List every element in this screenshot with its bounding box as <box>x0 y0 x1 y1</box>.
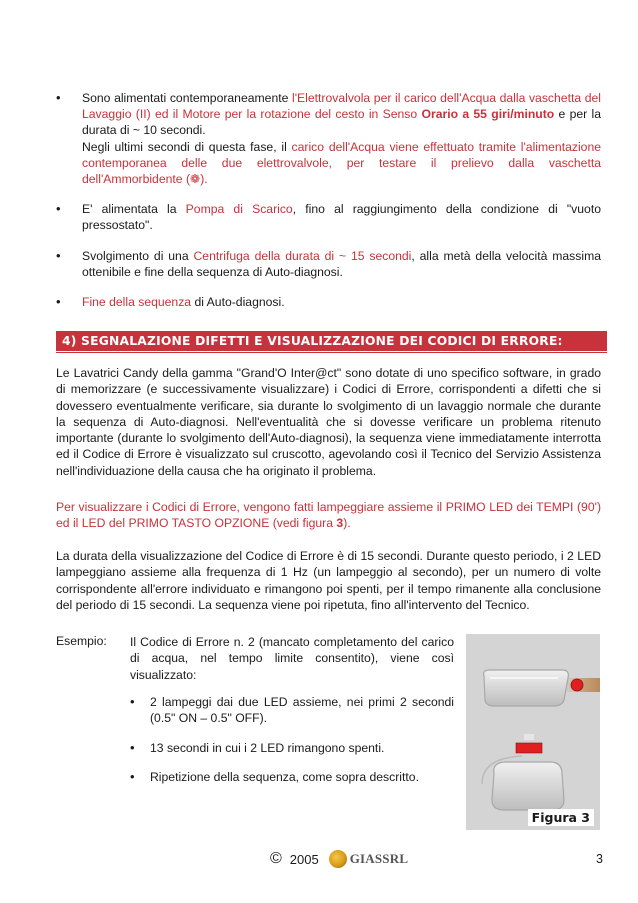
text-segment: carico dell'Acqua viene effettuato tramite l'alimentazione contemporanea delle due elettrovalvole, per testare il prelievo dalla vaschetta dell'Ammorbidente ( <box>82 139 601 187</box>
text-segment: Pompa di Scarico <box>185 202 293 217</box>
bullet-icon: • <box>130 768 135 784</box>
paragraph-instructions <box>56 499 601 532</box>
text-segment: l'Elettrovalvola per il carico dell'Acqua dalla vaschetta del Lavaggio (II) ed il Motore per la rotazione del cesto in Senso <box>82 91 601 122</box>
list-item <box>130 769 454 785</box>
section-underline <box>56 352 607 353</box>
text-segment: , alla metà della velocità massima ottenibile e fine della sequenza di Auto-diagnosi. <box>82 248 601 279</box>
text-segment: Centrifuga della durata di ~ 15 secondi <box>193 248 412 263</box>
instructions-text: Per visualizzare i Codici di Errore, vengono fatti lampeggiare assieme il PRIMO LED dei TEMPI (90') ed il LED del PRIMO TASTO OPZIONE (vedi figura <box>56 500 601 531</box>
list-item-text <box>82 90 601 187</box>
control-panel-illustration <box>466 634 600 830</box>
led-first-time-icon <box>571 679 583 691</box>
instructions-end: ). <box>343 516 351 531</box>
bullet-icon: • <box>56 90 61 105</box>
text-segment: di Auto-diagnosi. <box>191 295 285 310</box>
figure-3-photo <box>466 634 600 830</box>
time-button <box>484 670 569 706</box>
list-item <box>56 90 601 187</box>
list-item-text: Ripetizione della sequenza, come sopra descritto. <box>150 769 419 784</box>
bullet-icon: • <box>56 294 61 310</box>
list-item <box>56 294 601 310</box>
text-segment: ). <box>200 172 208 187</box>
text-segment: ❁ <box>190 172 201 187</box>
list-item <box>56 248 601 280</box>
figure-caption: Figura 3 <box>528 809 594 826</box>
figure-ref-number: 3 <box>336 516 344 531</box>
example-text: Il Codice di Errore n. 2 (mancato completamento del carico di acqua, nel tempo limite consentito), viene così visualizzato: <box>130 635 454 682</box>
led-first-option-icon <box>516 743 542 753</box>
bullet-icon: • <box>130 694 135 709</box>
list-item-text <box>82 248 601 280</box>
bullet-icon: • <box>130 739 135 755</box>
list-item <box>130 694 454 727</box>
section-heading: 4) SEGNALAZIONE DIFETTI E VISUALIZZAZIONE DEI CODICI DI ERRORE: <box>56 331 607 351</box>
text-segment: Sono alimentati contemporaneamente <box>82 91 292 105</box>
list-item-text: 13 secondi in cui i 2 LED rimangono spenti. <box>150 740 385 755</box>
text-segment: Negli ultimi secondi di questa fase, il <box>82 139 292 154</box>
text-segment: Fine della sequenza <box>82 295 192 310</box>
list-item <box>130 740 454 756</box>
example-list <box>130 694 454 798</box>
copyright-icon: © <box>270 850 282 867</box>
list-item-text <box>82 201 601 233</box>
paragraph-intro: Le Lavatrici Candy della gamma "Grand'O Inter@ct" sono dotate di uno specifico software, in grado di memorizzare (e successivamente visualizzare) i Codici di Errore, corrispondenti a difetti che si dovessero eventualmente verificare, sia durante lo svolgimento di un lavaggio normale che durante la sequenza di Auto-diagnosi. Nell'eventualità che si dovesse verificare un problema ritenuto importante (durante lo svolgimento dell'Auto-diagnosi), la sequenza viene immediatamente interrotta ed il Codice di Errore è visualizzato sul cruscotto, agevolando così il Tecnico del Servizio Assistenza nell'individuazione della causa che ha originato il problema. <box>56 366 601 478</box>
text-segment: , fino al raggiungimento della condizione di "vuoto pressostato". <box>82 202 602 233</box>
bullet-icon: • <box>56 247 61 263</box>
footer <box>270 850 408 868</box>
list-item <box>56 201 601 233</box>
text-segment: Orario a 55 giri/minuto <box>421 107 555 122</box>
option-button <box>492 762 564 810</box>
text-segment: Svolgimento di una <box>82 248 194 263</box>
text-segment: E' alimentata la <box>82 202 186 217</box>
company-logo-text: GIASSRL <box>349 851 409 866</box>
gias-logo-icon <box>329 850 347 868</box>
autodiagnosis-bullet-list <box>56 90 601 324</box>
list-item-text <box>82 294 601 310</box>
text-segment: e per la durata di ~ 10 secondi. <box>82 107 601 138</box>
example-label: Esempio: <box>56 634 107 648</box>
list-item-text: 2 lampeggi dai due LED assieme, nei primi 2 secondi (0.5" ON – 0.5" OFF). <box>150 695 454 726</box>
footer-year: 2005 <box>289 851 319 867</box>
bullet-icon: • <box>56 201 61 217</box>
page-number: 3 <box>596 852 603 866</box>
paragraph-duration: La durata della visualizzazione del Codice di Errore è di 15 secondi. Durante questo periodo, i 2 LED lampeggiano assieme alla frequenza di 1 Hz (un lampeggio al secondo), per un numero di volte corrispondente all'errore individuato e rimangono poi spenti, per il tempo rimanente alla conclusione del periodo di 15 secondi. La sequenza viene poi ripetuta, fino all'intervento del Tecnico. <box>56 549 601 612</box>
